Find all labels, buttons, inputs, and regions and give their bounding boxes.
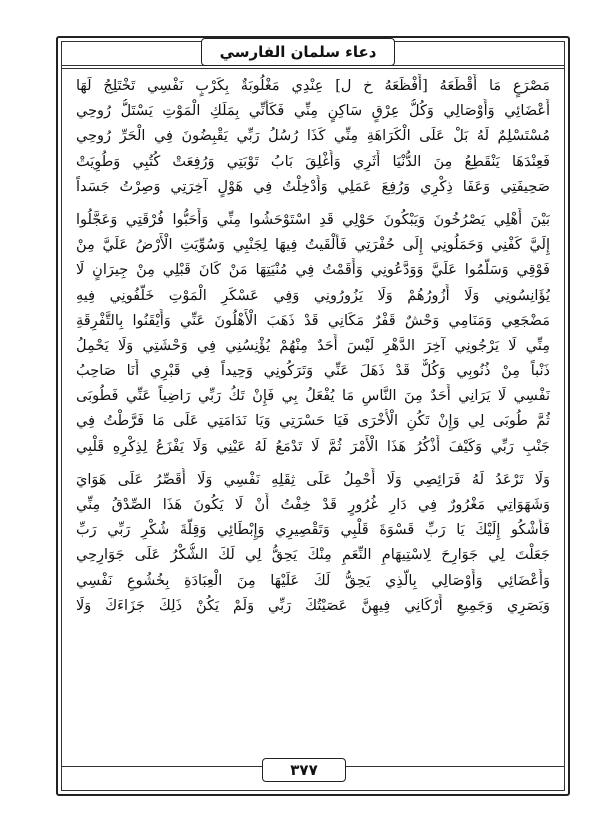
text-line: وَشَهَوَاتِي مَغْرُورٌ فِي دَارِ غُرُورٍ قَدْ خِفْتُ أَنْ لَا يَكُونَ هَذَا الصِّدْقُ مِنِّي — [76, 497, 550, 513]
text-line: مَصْرَعٍ مَا أَقْطَعَهُ [أَفْظَعَهُ خ ل] عِنْدِي مَغْلُوبَةٌ بِكَرْبٍ نَفْسِي تَخْتَلِجُ لَهَا — [76, 78, 550, 94]
paragraph-gap — [76, 460, 550, 468]
page-number: ٣٧٧ — [262, 758, 346, 782]
text-line: صَحِيفَتِي وَعَفَا ذِكْرِي وَرُفِعَ عَمَلِي وَأُدْخِلْتُ فِي هَوْلٍ آخِرَتِي وَصِرْتُ جَسَداً — [76, 178, 550, 195]
text-line: فَعِنْدَهَا يَنْقَطِعُ مِنَ الدُّنْيَا أَثَرِي وَأُغْلِقَ بَابُ تَوْبَتِي وَرُفِعَتْ كُتُبِي وَطُوِيَتْ — [76, 153, 550, 170]
text-line: أَعْضَائِي وَأَوْصَالِي وَكُلُّ عِرْقٍ سَاكِنٍ مِنِّي فَكَأَنِّي بِمَلَكِ الْمَوْتِ يَسْتَلُّ رُوحِي — [76, 103, 550, 120]
text-line: وَبَصَرِي وَجَمِيعِ أَرْكَانِي فِيهِنَّ عَصَيْتُكَ رَبِّي وَلَمْ يَكُنْ ذَلِكَ جَزَاءَكَ وَلَا — [76, 597, 550, 614]
text-line: فَأَشْكُو إِلَيْكَ يَا رَبِّ قَسْوَةَ قَلْبِي وَتَقْصِيرِي وَإِبْطَائِي وَقِلَّةَ شُكْرِ رَبِّي رَبِّ — [76, 522, 550, 539]
text-line: جَنْبِ رَبِّي وَكَيْفَ أَذْكُرُ هَذَا الْأَمْرَ ثُمَّ لَا تَدْمَعُ لَهُ عَيْنِي وَلَا يَفْزَعُ لِذِكْرِهِ قَلْبِي — [76, 438, 550, 455]
text-line: مُسْتَسْلِمٌ لَهُ بَلْ عَلَى الْكَرَاهَةِ مِنِّي كَذَا رُسُلُ رَبِّي يَقْبِضُونَ فِي الْحَرِّ رُوحِي — [76, 128, 550, 145]
text-line: ثُمَّ طُوبَى لِي وَإِنْ تَكُنِ الْأُخْرَى فَيَا حَسْرَتِي وَيَا نَدَامَتِي عَلَى مَا فَرَّطْتُ فِي — [76, 413, 550, 430]
text-line: نَفْسِي لَا يَرَانِي أَحَدٌ مِنَ النَّاسِ مَا يُفْعَلُ بِي فَإِنْ تَكُ رَبِّي رَاضِياً عَنِّي فَطُوبَى — [76, 388, 550, 405]
header-rule-secondary — [61, 68, 565, 69]
text-line: وَلَا تَرْعَدُ لَهُ فَرَائِصِي وَلَا أَحْمِلُ عَلَى ثِقَلِهِ نَفْسِي وَلَا أُقَصِّرُ عَلَى هَوَايَ — [76, 471, 550, 488]
text-line: مِنِّي لَا يَرْجُونِي آخِرَ الدَّهْرِ لَيْسَ أَحَدٌ مِنْهُمْ يُؤْنِسُنِي فِي وَحْشَتِي وَلَا يَحْمِلُ — [76, 337, 550, 354]
text-line: جَعَلْتَ لِي جَوَارِحَ لِاسْتِيهَامِ النِّعَمِ مِنْكَ يَحِقُّ لِي لَكَ الشُّكْرُ عَلَى جَوَارِحِي — [76, 547, 550, 564]
text-line: ذَنْباً مِنْ ذُنُوبِي وَكُلٌّ قَدْ ذَهَلَ عَنِّي وَتَرَكُونِي وَحِيداً فِي قَبْرِي أَنَا صَاحِبُ — [76, 363, 550, 380]
text-line: وَأَعْضَائِي وَأَوْصَالِي بِالَّذِي يَحِقُّ لَكَ عَلَيْهَا مِنَ الْعِبَادَةِ بِخُشُوعِ نَفْسِي — [76, 572, 550, 589]
paragraph-gap — [76, 200, 550, 208]
running-header-title: دعاء سلمان الفارسي — [201, 38, 395, 66]
prayer-text-body — [76, 74, 550, 764]
text-line: مَضْجَعِي وَمَنَامِي وَحْشٌ قَفْرٌ مَكَانِي قَدْ ذَهَبَ الْأَهْلُونَ عَنِّي وَأَيْقَنُوا بِالتَّفْرِقَةِ — [76, 312, 550, 329]
text-line: إِلَيَّ كَفْنِي وَحَمَلُونِي إِلَى حُفْرَتِي فَأَلْقَيتُ فِيهَا لِجَنْبِي وَسُوِّيَتِ الْأَرْضُ عَلَيَّ مِنْ — [76, 237, 550, 254]
text-line: يُؤَانِسُونِي وَلَا أَزُورُهُمْ وَلَا يَزُورُونِي وَفِي عَسْكَرِ الْمَوْتِ خَلَّفُونِي فِيهِ — [76, 287, 550, 304]
text-line: بَيْنَ أَهْلِي يَصْرُخُونَ وَيَبْكُونَ حَوْلِي قَدِ اسْتَوْحَشُوا مِنِّي وَأَحَبُّوا فُرْقَتِي وَعَجَّلُوا — [76, 211, 550, 228]
text-line: فَوْقِي وَسَلَّمُوا عَلَيَّ وَوَدَّعُونِي وَأَقَمْتُ فِي مُنْيَتِهَا مَنْ كَانَ قَبْلِي مِنْ جِيرَانٍ لَا — [76, 262, 550, 279]
